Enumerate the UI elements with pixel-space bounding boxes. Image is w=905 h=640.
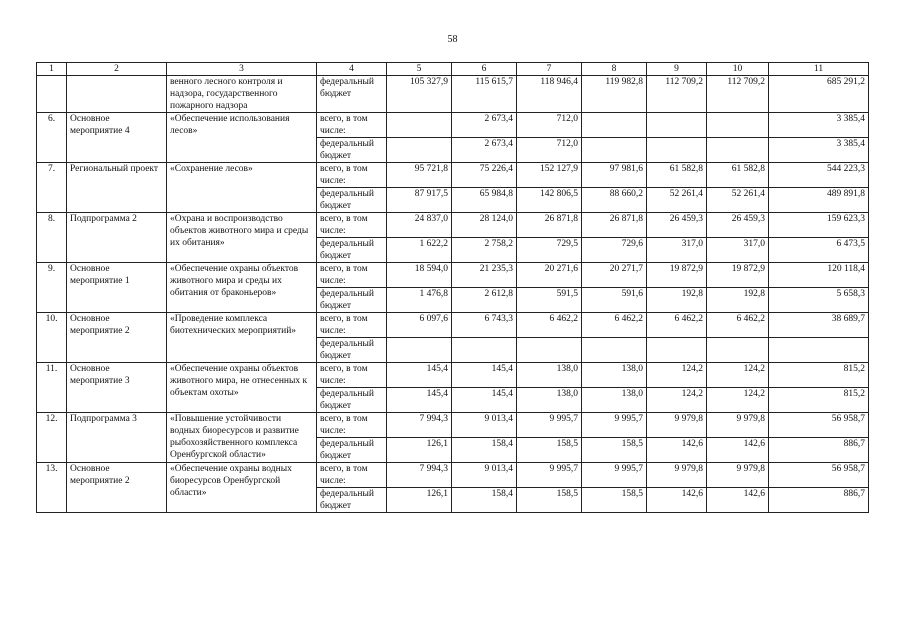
value-cell: 9 995,7 — [517, 413, 582, 438]
value-cell: 26 871,8 — [582, 213, 647, 238]
table-row — [37, 463, 869, 488]
value-cell — [707, 138, 769, 163]
value-cell: 2 673,4 — [452, 113, 517, 138]
value-cell: 6 462,2 — [582, 313, 647, 338]
value-cell: 729,6 — [582, 238, 647, 263]
value-cell: 120 118,4 — [769, 263, 869, 288]
value-cell: 138,0 — [517, 363, 582, 388]
funding-source-cell: всего, в том числе: — [317, 413, 387, 438]
value-cell — [582, 113, 647, 138]
column-header: 8 — [582, 63, 647, 76]
value-cell: 20 271,6 — [517, 263, 582, 288]
value-cell: 61 582,8 — [707, 163, 769, 188]
value-cell: 105 327,9 — [387, 76, 452, 113]
value-cell: 544 223,3 — [769, 163, 869, 188]
row-name-cell: «Обеспечение охраны водных биоресурсов Оренбургской области» — [167, 463, 317, 513]
row-number-cell: 8. — [37, 213, 67, 263]
value-cell: 158,4 — [452, 488, 517, 513]
value-cell: 142,6 — [647, 488, 707, 513]
value-cell — [582, 338, 647, 363]
table-row — [37, 213, 869, 238]
value-cell — [647, 138, 707, 163]
value-cell: 145,4 — [452, 388, 517, 413]
value-cell: 712,0 — [517, 138, 582, 163]
row-type-cell: Подпрограмма 3 — [67, 413, 167, 463]
value-cell: 815,2 — [769, 363, 869, 388]
value-cell — [647, 338, 707, 363]
value-cell: 158,5 — [582, 438, 647, 463]
row-number-cell: 12. — [37, 413, 67, 463]
table-row — [37, 113, 869, 138]
value-cell — [387, 113, 452, 138]
value-cell: 138,0 — [582, 363, 647, 388]
value-cell: 20 271,7 — [582, 263, 647, 288]
value-cell: 119 982,8 — [582, 76, 647, 113]
value-cell: 192,8 — [707, 288, 769, 313]
column-header: 7 — [517, 63, 582, 76]
value-cell: 9 979,8 — [707, 463, 769, 488]
value-cell: 192,8 — [647, 288, 707, 313]
value-cell: 815,2 — [769, 388, 869, 413]
value-cell: 21 235,3 — [452, 263, 517, 288]
value-cell: 158,4 — [452, 438, 517, 463]
value-cell: 52 261,4 — [647, 188, 707, 213]
value-cell: 7 994,3 — [387, 463, 452, 488]
value-cell: 65 984,8 — [452, 188, 517, 213]
value-cell: 142,6 — [707, 438, 769, 463]
value-cell: 124,2 — [647, 388, 707, 413]
row-number-cell: 11. — [37, 363, 67, 413]
value-cell — [707, 113, 769, 138]
funding-source-cell: федеральный бюджет — [317, 438, 387, 463]
value-cell — [707, 338, 769, 363]
value-cell: 712,0 — [517, 113, 582, 138]
row-name-cell: «Обеспечение охраны объектов животного мира и среды их обитания от браконьеров» — [167, 263, 317, 313]
value-cell: 591,5 — [517, 288, 582, 313]
value-cell: 52 261,4 — [707, 188, 769, 213]
row-type-cell: Основное мероприятие 2 — [67, 463, 167, 513]
row-type-cell: Основное мероприятие 1 — [67, 263, 167, 313]
funding-source-cell: федеральный бюджет — [317, 488, 387, 513]
row-number-cell: 9. — [37, 263, 67, 313]
row-type-cell: Основное мероприятие 3 — [67, 363, 167, 413]
value-cell: 112 709,2 — [647, 76, 707, 113]
value-cell: 489 891,8 — [769, 188, 869, 213]
value-cell: 124,2 — [707, 363, 769, 388]
value-cell: 1 476,8 — [387, 288, 452, 313]
row-type-cell: Региональный проект — [67, 163, 167, 213]
value-cell: 591,6 — [582, 288, 647, 313]
column-header: 3 — [167, 63, 317, 76]
value-cell: 95 721,8 — [387, 163, 452, 188]
value-cell — [582, 138, 647, 163]
column-header: 4 — [317, 63, 387, 76]
table-body — [37, 76, 869, 513]
value-cell: 28 124,0 — [452, 213, 517, 238]
funding-source-cell: всего, в том числе: — [317, 113, 387, 138]
funding-source-cell: всего, в том числе: — [317, 363, 387, 388]
row-name-cell: «Сохранение лесов» — [167, 163, 317, 213]
value-cell: 19 872,9 — [647, 263, 707, 288]
value-cell: 9 013,4 — [452, 463, 517, 488]
row-name-cell: венного лесного контроля и надзора, государственного пожарного надзора — [167, 76, 317, 113]
value-cell: 152 127,9 — [517, 163, 582, 188]
funding-source-cell: федеральный бюджет — [317, 288, 387, 313]
value-cell: 5 658,3 — [769, 288, 869, 313]
value-cell: 61 582,8 — [647, 163, 707, 188]
column-header: 2 — [67, 63, 167, 76]
table-row — [37, 363, 869, 388]
row-number-cell: 7. — [37, 163, 67, 213]
value-cell: 18 594,0 — [387, 263, 452, 288]
value-cell: 118 946,4 — [517, 76, 582, 113]
value-cell — [769, 338, 869, 363]
page-number: 58 — [447, 34, 458, 45]
value-cell: 19 872,9 — [707, 263, 769, 288]
value-cell: 142,6 — [647, 438, 707, 463]
value-cell: 729,5 — [517, 238, 582, 263]
row-name-cell: «Обеспечение охраны объектов животного мира, не отнесенных к объектам охоты» — [167, 363, 317, 413]
value-cell: 56 958,7 — [769, 413, 869, 438]
value-cell: 317,0 — [707, 238, 769, 263]
value-cell: 158,5 — [517, 438, 582, 463]
value-cell: 6 473,5 — [769, 238, 869, 263]
value-cell: 159 623,3 — [769, 213, 869, 238]
funding-source-cell: федеральный бюджет — [317, 76, 387, 113]
row-name-cell: «Обеспечение использования лесов» — [167, 113, 317, 163]
column-header: 10 — [707, 63, 769, 76]
value-cell: 886,7 — [769, 488, 869, 513]
value-cell: 145,4 — [452, 363, 517, 388]
funding-source-cell: всего, в том числе: — [317, 263, 387, 288]
funding-source-cell: федеральный бюджет — [317, 388, 387, 413]
value-cell: 38 689,7 — [769, 313, 869, 338]
value-cell — [387, 138, 452, 163]
row-name-cell: «Повышение устойчивости водных биоресурсов и развитие рыбохозяйственного комплекса Оренбургской области» — [167, 413, 317, 463]
value-cell: 3 385,4 — [769, 113, 869, 138]
table-row — [37, 263, 869, 288]
value-cell: 26 459,3 — [707, 213, 769, 238]
table-header — [37, 63, 869, 76]
value-cell: 1 622,2 — [387, 238, 452, 263]
column-header: 6 — [452, 63, 517, 76]
value-cell: 3 385,4 — [769, 138, 869, 163]
value-cell: 138,0 — [517, 388, 582, 413]
funding-source-cell: федеральный бюджет — [317, 188, 387, 213]
funding-source-cell: всего, в том числе: — [317, 313, 387, 338]
row-type-cell — [67, 76, 167, 113]
column-header: 9 — [647, 63, 707, 76]
value-cell — [647, 113, 707, 138]
funding-source-cell: всего, в том числе: — [317, 213, 387, 238]
value-cell — [452, 338, 517, 363]
table-row — [37, 413, 869, 438]
value-cell: 6 743,3 — [452, 313, 517, 338]
value-cell: 145,4 — [387, 363, 452, 388]
table-row — [37, 76, 869, 113]
table-row — [37, 313, 869, 338]
column-header: 1 — [37, 63, 67, 76]
value-cell: 142 806,5 — [517, 188, 582, 213]
value-cell: 317,0 — [647, 238, 707, 263]
value-cell: 145,4 — [387, 388, 452, 413]
funding-source-cell: федеральный бюджет — [317, 338, 387, 363]
value-cell: 9 995,7 — [582, 413, 647, 438]
funding-source-cell: федеральный бюджет — [317, 138, 387, 163]
value-cell: 112 709,2 — [707, 76, 769, 113]
value-cell: 685 291,2 — [769, 76, 869, 113]
header-row — [37, 63, 869, 76]
value-cell: 26 871,8 — [517, 213, 582, 238]
value-cell: 2 673,4 — [452, 138, 517, 163]
row-type-cell: Подпрограмма 2 — [67, 213, 167, 263]
value-cell: 9 995,7 — [582, 463, 647, 488]
value-cell: 6 097,6 — [387, 313, 452, 338]
value-cell: 87 917,5 — [387, 188, 452, 213]
value-cell: 7 994,3 — [387, 413, 452, 438]
row-number-cell — [37, 76, 67, 113]
value-cell: 9 979,8 — [707, 413, 769, 438]
value-cell: 26 459,3 — [647, 213, 707, 238]
row-number-cell: 6. — [37, 113, 67, 163]
value-cell — [517, 338, 582, 363]
value-cell: 158,5 — [517, 488, 582, 513]
value-cell: 124,2 — [647, 363, 707, 388]
funding-source-cell: всего, в том числе: — [317, 163, 387, 188]
column-header: 11 — [769, 63, 869, 76]
value-cell: 138,0 — [582, 388, 647, 413]
value-cell: 158,5 — [582, 488, 647, 513]
row-name-cell: «Охрана и воспроизводство объектов животного мира и среды их обитания» — [167, 213, 317, 263]
value-cell: 6 462,2 — [707, 313, 769, 338]
row-number-cell: 13. — [37, 463, 67, 513]
value-cell: 6 462,2 — [647, 313, 707, 338]
budget-table — [36, 62, 869, 513]
funding-source-cell: федеральный бюджет — [317, 238, 387, 263]
value-cell: 886,7 — [769, 438, 869, 463]
value-cell: 115 615,7 — [452, 76, 517, 113]
value-cell: 142,6 — [707, 488, 769, 513]
row-name-cell: «Проведение комплекса биотехнических мероприятий» — [167, 313, 317, 363]
value-cell: 2 612,8 — [452, 288, 517, 313]
value-cell — [387, 338, 452, 363]
row-type-cell: Основное мероприятие 2 — [67, 313, 167, 363]
table-row — [37, 163, 869, 188]
value-cell: 9 995,7 — [517, 463, 582, 488]
value-cell: 6 462,2 — [517, 313, 582, 338]
value-cell: 97 981,6 — [582, 163, 647, 188]
value-cell: 9 979,8 — [647, 413, 707, 438]
value-cell: 124,2 — [707, 388, 769, 413]
value-cell: 126,1 — [387, 438, 452, 463]
value-cell: 56 958,7 — [769, 463, 869, 488]
column-header: 5 — [387, 63, 452, 76]
funding-source-cell: всего, в том числе: — [317, 463, 387, 488]
value-cell: 9 979,8 — [647, 463, 707, 488]
value-cell: 24 837,0 — [387, 213, 452, 238]
row-type-cell: Основное мероприятие 4 — [67, 113, 167, 163]
value-cell: 88 660,2 — [582, 188, 647, 213]
value-cell: 2 758,2 — [452, 238, 517, 263]
value-cell: 126,1 — [387, 488, 452, 513]
value-cell: 9 013,4 — [452, 413, 517, 438]
row-number-cell: 10. — [37, 313, 67, 363]
value-cell: 75 226,4 — [452, 163, 517, 188]
